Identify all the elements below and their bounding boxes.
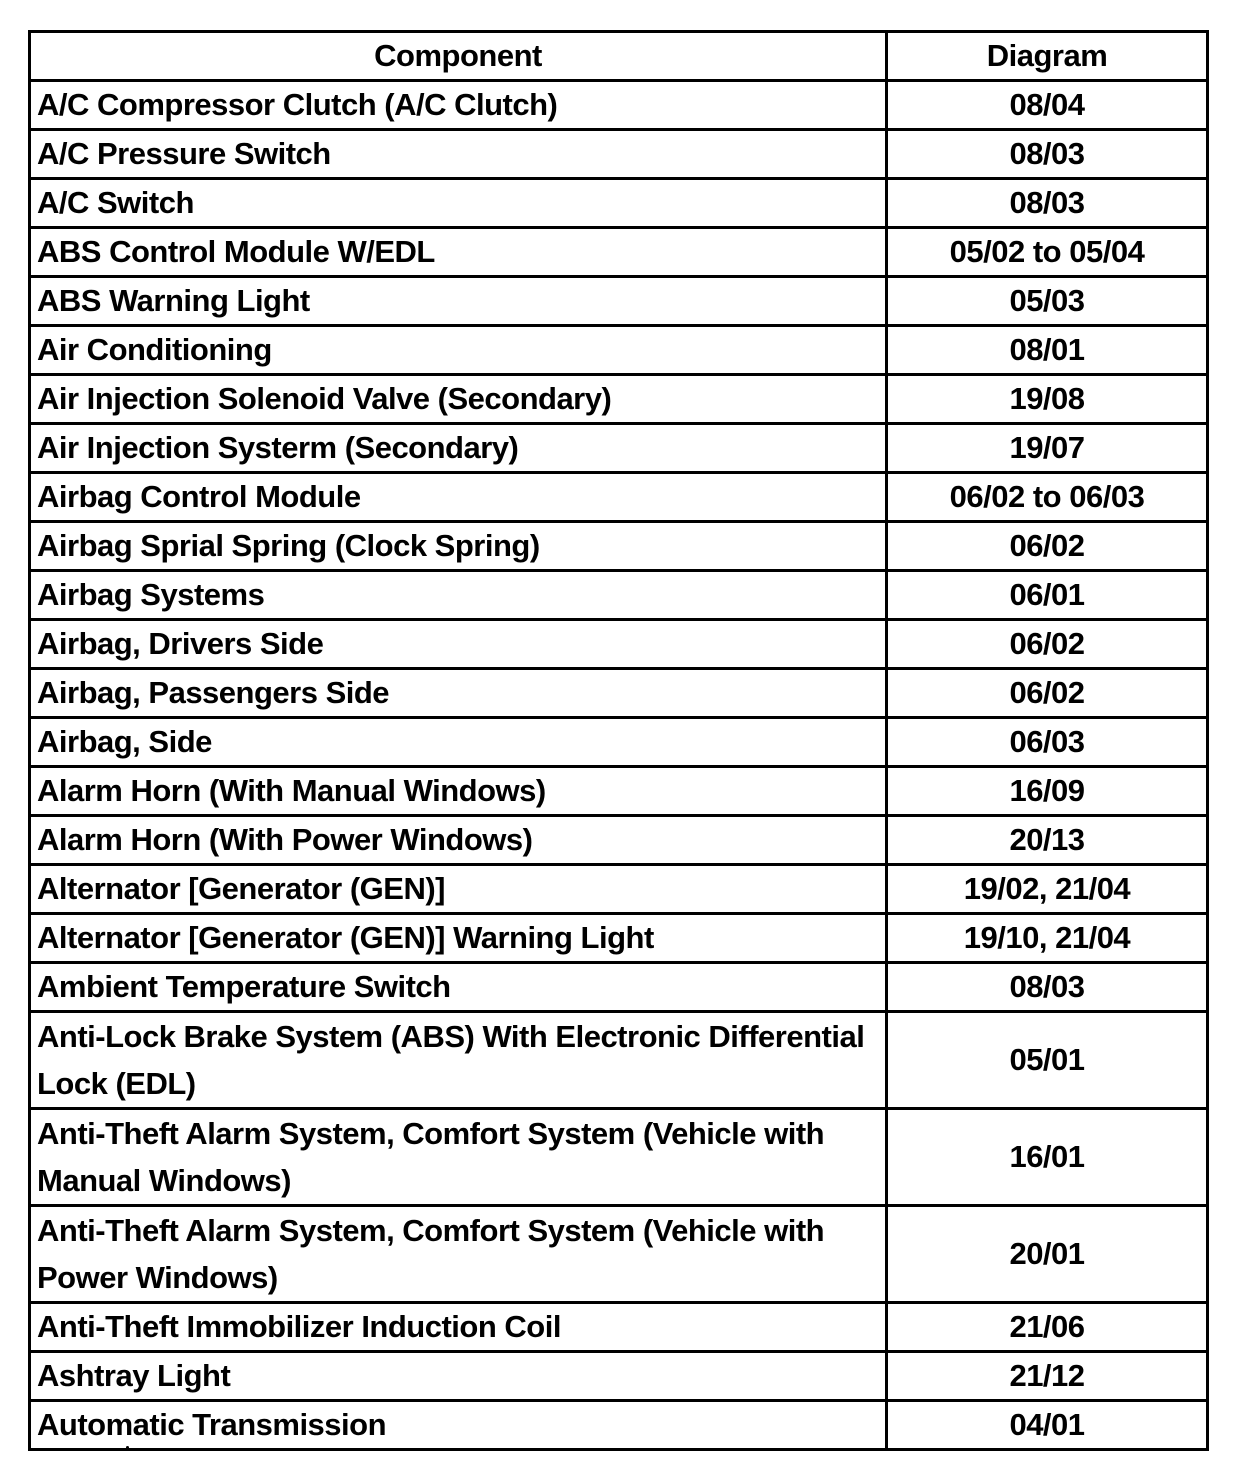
component-cell: Air Conditioning: [30, 326, 887, 375]
component-cell: Airbag Systems: [30, 571, 887, 620]
table-row: [30, 816, 1208, 865]
table-row: [30, 473, 1208, 522]
diagram-cell: 04/01: [887, 1401, 1208, 1450]
diagram-cell: 21/06: [887, 1303, 1208, 1352]
component-cell: Anti-Theft Alarm System, Comfort System (Vehicle with Manual Windows): [30, 1109, 887, 1206]
diagram-cell: 19/08: [887, 375, 1208, 424]
table-row: [30, 522, 1208, 571]
scan-speck: [126, 1446, 129, 1449]
table-row: [30, 1401, 1208, 1450]
table-row: [30, 571, 1208, 620]
header-diagram: Diagram: [887, 32, 1208, 81]
diagram-cell: 06/02 to 06/03: [887, 473, 1208, 522]
component-cell: Airbag Control Module: [30, 473, 887, 522]
diagram-cell: 16/01: [887, 1109, 1208, 1206]
diagram-cell: 08/03: [887, 179, 1208, 228]
table-row: [30, 718, 1208, 767]
component-index-sheet: [28, 30, 1206, 1451]
table-header-row: [30, 32, 1208, 81]
component-cell: Airbag Sprial Spring (Clock Spring): [30, 522, 887, 571]
component-cell: Alarm Horn (With Power Windows): [30, 816, 887, 865]
diagram-cell: 06/02: [887, 522, 1208, 571]
table-row: [30, 81, 1208, 130]
table-row: [30, 179, 1208, 228]
diagram-cell: 06/01: [887, 571, 1208, 620]
diagram-cell: 19/07: [887, 424, 1208, 473]
diagram-cell: 19/10, 21/04: [887, 914, 1208, 963]
table-row: [30, 1303, 1208, 1352]
component-cell: Airbag, Passengers Side: [30, 669, 887, 718]
table-row: [30, 1012, 1208, 1109]
component-cell: Alternator [Generator (GEN)]: [30, 865, 887, 914]
table-row: [30, 669, 1208, 718]
component-cell: Air Injection Systerm (Secondary): [30, 424, 887, 473]
component-cell: A/C Compressor Clutch (A/C Clutch): [30, 81, 887, 130]
diagram-cell: 20/13: [887, 816, 1208, 865]
component-cell: Ashtray Light: [30, 1352, 887, 1401]
table-row: [30, 424, 1208, 473]
component-cell: A/C Switch: [30, 179, 887, 228]
diagram-cell: 06/02: [887, 620, 1208, 669]
component-cell: Automatic Transmission: [30, 1401, 887, 1450]
table-row: [30, 326, 1208, 375]
diagram-cell: 19/02, 21/04: [887, 865, 1208, 914]
table-row: [30, 1206, 1208, 1303]
table-row: [30, 228, 1208, 277]
component-diagram-table: [28, 30, 1209, 1451]
table-row: [30, 277, 1208, 326]
component-cell: Ambient Temperature Switch: [30, 963, 887, 1012]
table-row: [30, 375, 1208, 424]
component-cell: ABS Control Module W/EDL: [30, 228, 887, 277]
component-cell: Airbag, Drivers Side: [30, 620, 887, 669]
component-cell: ABS Warning Light: [30, 277, 887, 326]
diagram-cell: 21/12: [887, 1352, 1208, 1401]
table-row: [30, 1352, 1208, 1401]
component-cell: Airbag, Side: [30, 718, 887, 767]
component-cell: Anti-Theft Alarm System, Comfort System (Vehicle with Power Windows): [30, 1206, 887, 1303]
component-cell: Air Injection Solenoid Valve (Secondary): [30, 375, 887, 424]
header-component: Component: [30, 32, 887, 81]
component-cell: Alternator [Generator (GEN)] Warning Light: [30, 914, 887, 963]
component-cell: Alarm Horn (With Manual Windows): [30, 767, 887, 816]
diagram-cell: 05/01: [887, 1012, 1208, 1109]
diagram-cell: 06/03: [887, 718, 1208, 767]
diagram-cell: 08/04: [887, 81, 1208, 130]
component-cell: A/C Pressure Switch: [30, 130, 887, 179]
table-row: [30, 767, 1208, 816]
component-cell: Anti-Lock Brake System (ABS) With Electronic Differential Lock (EDL): [30, 1012, 887, 1109]
diagram-cell: 08/03: [887, 963, 1208, 1012]
table-row: [30, 963, 1208, 1012]
table-row: [30, 914, 1208, 963]
table-row: [30, 130, 1208, 179]
diagram-cell: 16/09: [887, 767, 1208, 816]
diagram-cell: 08/01: [887, 326, 1208, 375]
table-row: [30, 1109, 1208, 1206]
diagram-cell: 08/03: [887, 130, 1208, 179]
diagram-cell: 06/02: [887, 669, 1208, 718]
table-row: [30, 865, 1208, 914]
diagram-cell: 05/02 to 05/04: [887, 228, 1208, 277]
diagram-cell: 20/01: [887, 1206, 1208, 1303]
diagram-cell: 05/03: [887, 277, 1208, 326]
table-row: [30, 620, 1208, 669]
component-cell: Anti-Theft Immobilizer Induction Coil: [30, 1303, 887, 1352]
